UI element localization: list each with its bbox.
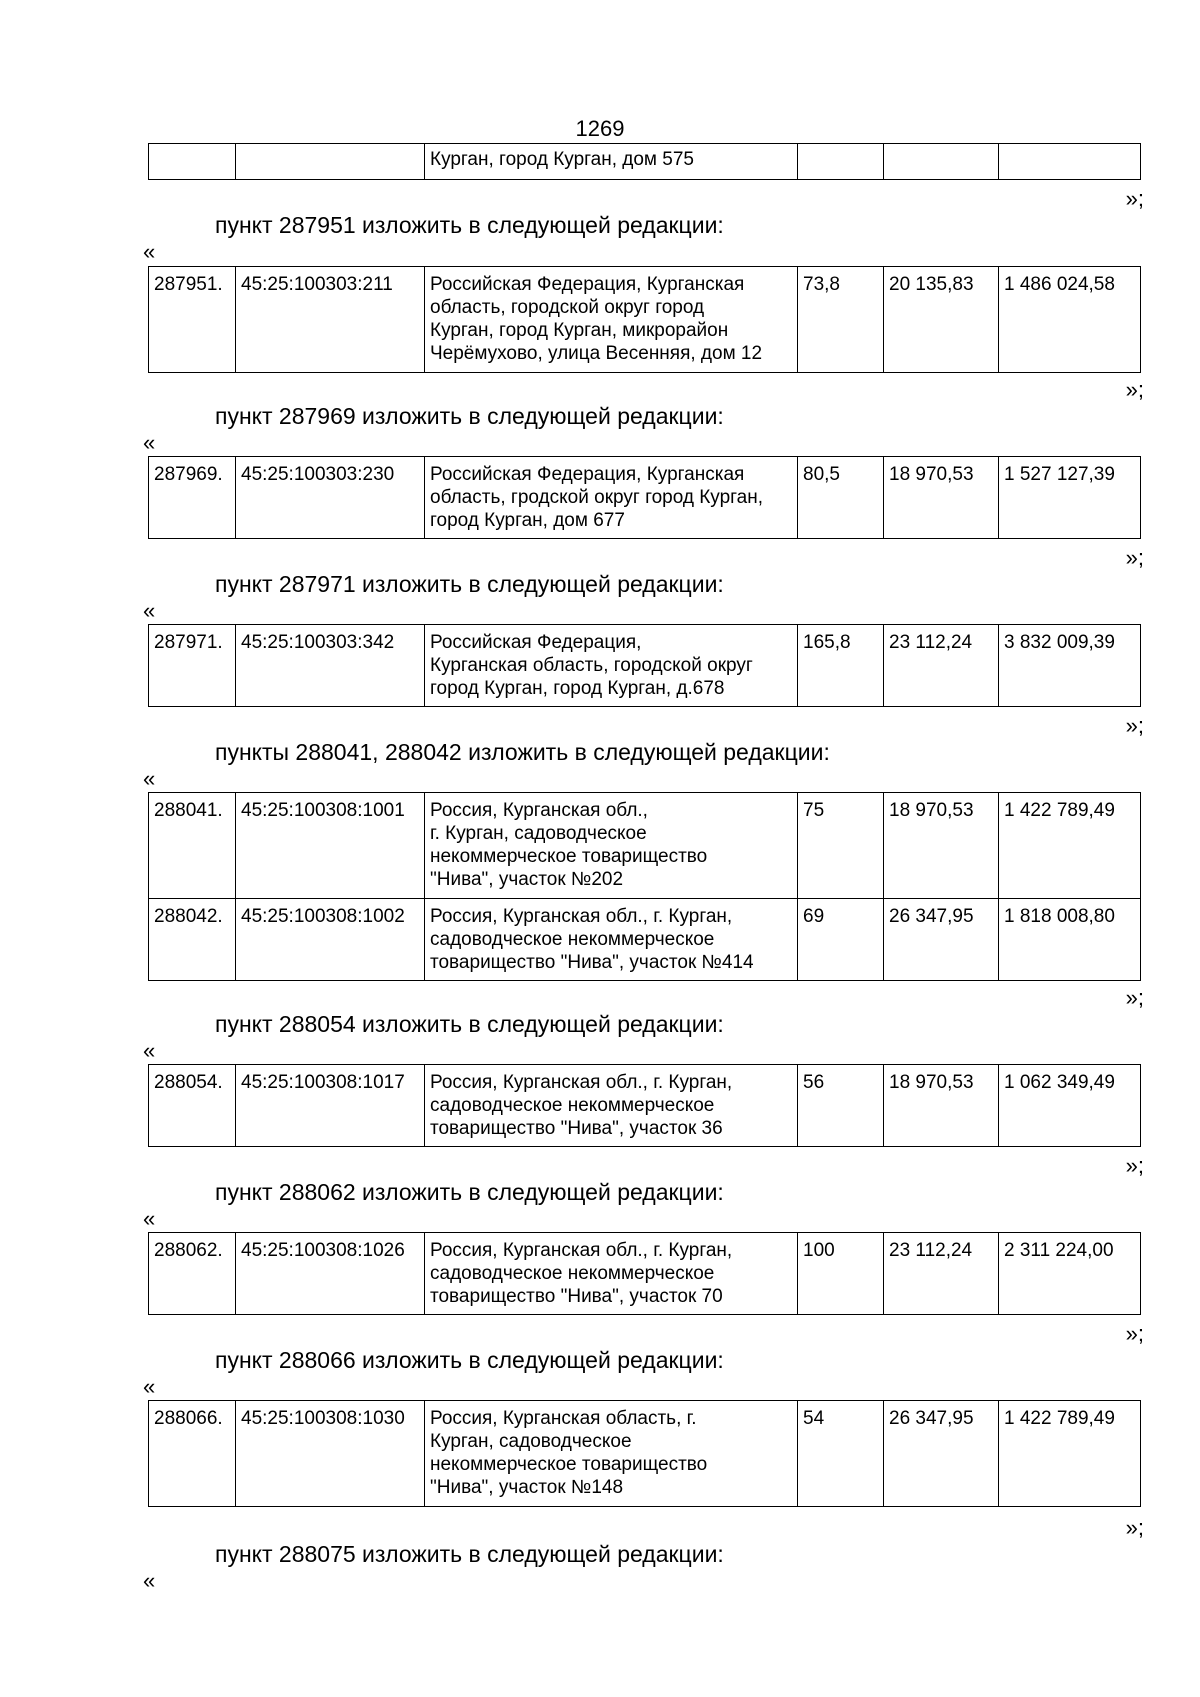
unit-value-cell: 18 970,53 <box>884 1065 999 1147</box>
table-row <box>149 144 1141 180</box>
item-number-cell: 287951. <box>149 267 236 373</box>
unit-value-cell: 18 970,53 <box>884 457 999 539</box>
cadastral-number-cell: 45:25:100308:1026 <box>236 1233 425 1315</box>
amendment-instruction: пункт 287951 изложить в следующей редакции: <box>215 212 724 238</box>
address-cell: Россия, Курганская область, г. Курган, садоводческое некоммерческое товарищество "Нива", участок №148 <box>425 1401 798 1507</box>
cadastral-value-cell: 1 422 789,49 <box>999 1401 1141 1507</box>
amendment-table <box>148 266 1141 373</box>
cadastral-value-cell: 1 527 127,39 <box>999 457 1141 539</box>
table-row <box>149 267 1141 373</box>
item-number-cell: 287971. <box>149 625 236 707</box>
area-cell: 100 <box>798 1233 884 1315</box>
table-row <box>149 625 1141 707</box>
amendment-instruction: пункт 288054 изложить в следующей редакции: <box>215 1011 724 1037</box>
area-cell: 165,8 <box>798 625 884 707</box>
cadastral-value-cell: 1 486 024,58 <box>999 267 1141 373</box>
cadastral-value-cell: 2 311 224,00 <box>999 1233 1141 1315</box>
address-cell: Российская Федерация, Курганская область, городской округ город Курган, город Курган, д.678 <box>425 625 798 707</box>
amendment-instruction: пункты 288041, 288042 изложить в следующей редакции: <box>215 739 830 765</box>
page-number: 1269 <box>575 116 625 141</box>
cadastral-value-cell: 1 422 789,49 <box>999 793 1141 899</box>
area-cell <box>798 144 884 180</box>
opening-quote: « <box>143 430 156 455</box>
item-number-cell: 288054. <box>149 1065 236 1147</box>
unit-value-cell: 18 970,53 <box>884 793 999 899</box>
address-cell: Россия, Курганская обл., г. Курган, садоводческое некоммерческое товарищество "Нива", участок №202 <box>425 793 798 899</box>
amendment-table <box>148 1400 1141 1507</box>
closing-quote: »; <box>1125 1153 1144 1178</box>
table-row <box>149 1401 1141 1507</box>
opening-quote: « <box>143 1038 156 1063</box>
amendment-table <box>148 1064 1141 1147</box>
item-number-cell: 288042. <box>149 899 236 981</box>
cadastral-value-cell: 1 062 349,49 <box>999 1065 1141 1147</box>
closing-quote: »; <box>1125 713 1144 738</box>
closing-quote: »; <box>1125 186 1144 211</box>
closing-quote: »; <box>1125 545 1144 570</box>
opening-quote: « <box>143 1374 156 1399</box>
amendment-instruction: пункт 288066 изложить в следующей редакции: <box>215 1347 724 1373</box>
amendment-instruction: пункт 287971 изложить в следующей редакции: <box>215 571 724 597</box>
table-row <box>149 1233 1141 1315</box>
amendment-table <box>148 456 1141 539</box>
table-row <box>149 457 1141 539</box>
amendment-table <box>148 792 1141 981</box>
opening-quote: « <box>143 239 156 264</box>
area-cell: 54 <box>798 1401 884 1507</box>
unit-value-cell: 20 135,83 <box>884 267 999 373</box>
table-row <box>149 1065 1141 1147</box>
item-number-cell: 288062. <box>149 1233 236 1315</box>
area-cell: 75 <box>798 793 884 899</box>
closing-quote: »; <box>1125 1321 1144 1346</box>
opening-quote: « <box>143 766 156 791</box>
unit-value-cell: 26 347,95 <box>884 899 999 981</box>
cadastral-value-cell: 3 832 009,39 <box>999 625 1141 707</box>
cadastral-number-cell: 45:25:100308:1002 <box>236 899 425 981</box>
table-row <box>149 899 1141 981</box>
table-row <box>149 793 1141 899</box>
area-cell: 56 <box>798 1065 884 1147</box>
address-cell: Российская Федерация, Курганская область, гродской округ город Курган, город Курган, дом 677 <box>425 457 798 539</box>
closing-quote: »; <box>1125 985 1144 1010</box>
address-cell: Российская Федерация, Курганская область, городской округ город Курган, город Курган, микрорайон Черёмухово, улица Весенняя, дом 12 <box>425 267 798 373</box>
cadastral-value-cell: 1 818 008,80 <box>999 899 1141 981</box>
address-cell: Россия, Курганская обл., г. Курган, садоводческое некоммерческое товарищество "Нива", участок №414 <box>425 899 798 981</box>
address-cell: Россия, Курганская обл., г. Курган, садоводческое некоммерческое товарищество "Нива", участок 70 <box>425 1233 798 1315</box>
cadastral-value-cell <box>999 144 1141 180</box>
amendment-instruction: пункт 288062 изложить в следующей редакции: <box>215 1179 724 1205</box>
unit-value-cell: 26 347,95 <box>884 1401 999 1507</box>
cadastral-number-cell: 45:25:100303:230 <box>236 457 425 539</box>
closing-quote: »; <box>1125 377 1144 402</box>
cadastral-number-cell: 45:25:100303:342 <box>236 625 425 707</box>
cadastral-number-cell: 45:25:100308:1001 <box>236 793 425 899</box>
closing-quote: »; <box>1125 1515 1144 1540</box>
amendment-table <box>148 624 1141 707</box>
unit-value-cell <box>884 144 999 180</box>
item-number-cell <box>149 144 236 180</box>
area-cell: 69 <box>798 899 884 981</box>
continued-table-fragment <box>148 143 1141 180</box>
opening-quote: « <box>143 1568 156 1593</box>
unit-value-cell: 23 112,24 <box>884 1233 999 1315</box>
amendment-table <box>148 1232 1141 1315</box>
opening-quote: « <box>143 1206 156 1231</box>
cadastral-number-cell: 45:25:100303:211 <box>236 267 425 373</box>
cadastral-number-cell: 45:25:100308:1017 <box>236 1065 425 1147</box>
amendment-instruction: пункт 288075 изложить в следующей редакции: <box>215 1541 724 1567</box>
item-number-cell: 288041. <box>149 793 236 899</box>
address-cell: Россия, Курганская обл., г. Курган, садоводческое некоммерческое товарищество "Нива", участок 36 <box>425 1065 798 1147</box>
item-number-cell: 287969. <box>149 457 236 539</box>
area-cell: 73,8 <box>798 267 884 373</box>
cadastral-number-cell: 45:25:100308:1030 <box>236 1401 425 1507</box>
cadastral-number-cell <box>236 144 425 180</box>
area-cell: 80,5 <box>798 457 884 539</box>
address-cell: Курган, город Курган, дом 575 <box>425 144 798 180</box>
amendment-instruction: пункт 287969 изложить в следующей редакции: <box>215 403 724 429</box>
item-number-cell: 288066. <box>149 1401 236 1507</box>
unit-value-cell: 23 112,24 <box>884 625 999 707</box>
opening-quote: « <box>143 598 156 623</box>
